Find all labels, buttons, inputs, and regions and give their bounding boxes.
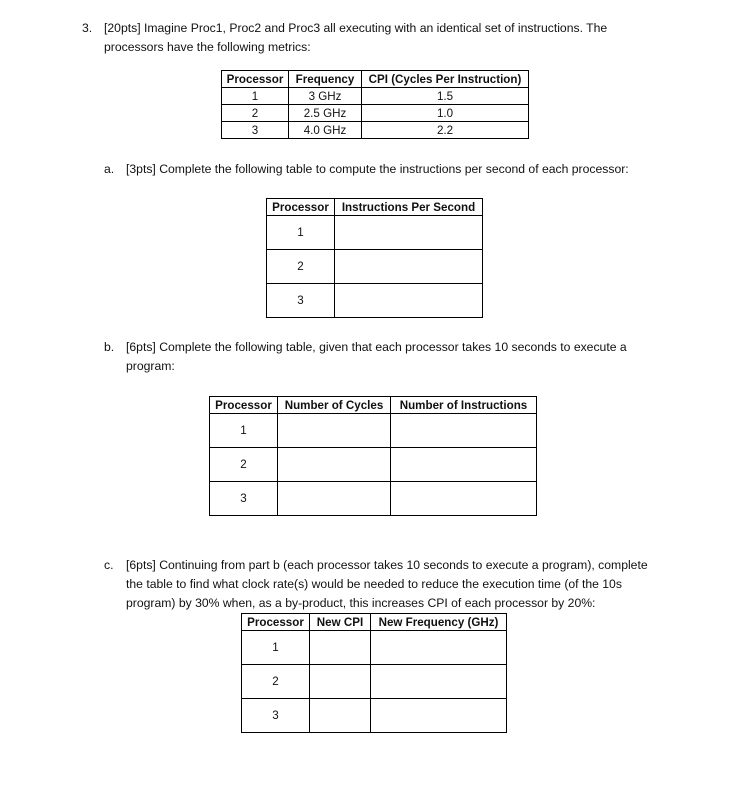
answer-cell[interactable] (335, 216, 483, 250)
table-row (210, 414, 537, 448)
table-row (222, 88, 529, 105)
part-b-text-line2: program: (126, 359, 175, 373)
answer-cell[interactable] (278, 448, 391, 482)
answer-cell[interactable] (371, 699, 507, 733)
table-row (210, 448, 537, 482)
table-header: New CPI (310, 614, 371, 631)
table-cell: 2.2 (362, 122, 529, 139)
answer-cell[interactable] (278, 414, 391, 448)
table-row (267, 250, 483, 284)
table-cell: 2.5 GHz (289, 105, 362, 122)
part-c-table (241, 613, 507, 733)
table-cell: 1 (222, 88, 289, 105)
table-header: Processor (210, 397, 278, 414)
answer-cell[interactable] (335, 250, 483, 284)
table-row (242, 665, 507, 699)
part-c-label: c. (104, 558, 114, 572)
part-c-text-line1: [6pts] Continuing from part b (each processor takes 10 seconds to execute a program), complete (126, 558, 648, 572)
part-c-text-line3: program) by 30% when, as a by-product, this increases CPI of each processor by 20%: (126, 596, 596, 610)
part-b-label: b. (104, 340, 115, 354)
table-header: Number of Instructions (391, 397, 537, 414)
table-cell: 4.0 GHz (289, 122, 362, 139)
table-row (242, 631, 507, 665)
answer-cell[interactable] (310, 665, 371, 699)
table-row (210, 482, 537, 516)
table-row (267, 284, 483, 318)
part-c-text-line2: the table to find what clock rate(s) would be needed to reduce the execution time (of the 10s (126, 577, 622, 591)
question-number: 3. (82, 21, 93, 35)
table-header: Processor (242, 614, 310, 631)
table-cell: 2 (267, 250, 335, 284)
table-row (267, 216, 483, 250)
table-cell: 1 (242, 631, 310, 665)
answer-cell[interactable] (278, 482, 391, 516)
answer-cell[interactable] (371, 665, 507, 699)
metrics-table (221, 70, 529, 139)
part-b-table (209, 396, 537, 516)
table-cell: 3 (242, 699, 310, 733)
table-header: Processor (267, 199, 335, 216)
answer-cell[interactable] (335, 284, 483, 318)
answer-cell[interactable] (391, 414, 537, 448)
table-cell: 1 (267, 216, 335, 250)
answer-cell[interactable] (310, 631, 371, 665)
table-cell: 2 (242, 665, 310, 699)
table-cell: 3 (210, 482, 278, 516)
table-row (222, 105, 529, 122)
table-cell: 1.0 (362, 105, 529, 122)
table-cell: 3 (267, 284, 335, 318)
part-a-text: [3pts] Complete the following table to compute the instructions per second of each processor: (126, 162, 629, 176)
table-row (242, 699, 507, 733)
part-a-label: a. (104, 162, 115, 176)
part-b-text-line1: [6pts] Complete the following table, given that each processor takes 10 seconds to execute a (126, 340, 627, 354)
table-header: Processor (222, 71, 289, 88)
answer-cell[interactable] (391, 482, 537, 516)
table-header: Frequency (289, 71, 362, 88)
table-header: Number of Cycles (278, 397, 391, 414)
table-row (222, 122, 529, 139)
table-cell: 3 (222, 122, 289, 139)
part-a-table (266, 198, 483, 318)
question-text-line1: [20pts] Imagine Proc1, Proc2 and Proc3 all executing with an identical set of instructions. The (104, 21, 608, 35)
table-cell: 1 (210, 414, 278, 448)
question-text-line2: processors have the following metrics: (104, 40, 311, 54)
answer-cell[interactable] (310, 699, 371, 733)
table-header: New Frequency (GHz) (371, 614, 507, 631)
table-cell: 2 (222, 105, 289, 122)
table-cell: 3 GHz (289, 88, 362, 105)
answer-cell[interactable] (391, 448, 537, 482)
table-header: CPI (Cycles Per Instruction) (362, 71, 529, 88)
table-cell: 1.5 (362, 88, 529, 105)
answer-cell[interactable] (371, 631, 507, 665)
table-cell: 2 (210, 448, 278, 482)
table-header: Instructions Per Second (335, 199, 483, 216)
